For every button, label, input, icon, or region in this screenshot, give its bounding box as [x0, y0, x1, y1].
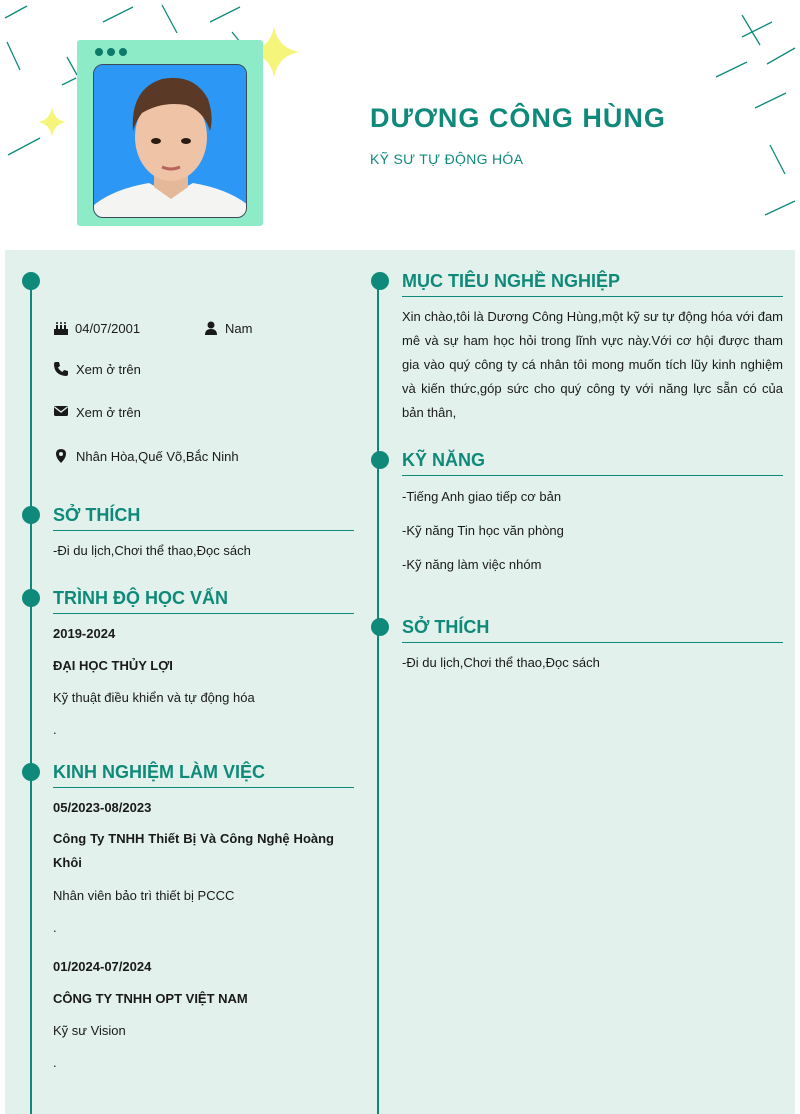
- section-divider: [53, 613, 354, 614]
- left-hobbies-heading: SỞ THÍCH: [53, 505, 141, 525]
- phone-icon: [53, 361, 69, 377]
- experience-role: Kỹ sư Vision: [53, 1023, 126, 1038]
- skill-item: -Kỹ năng Tin học văn phòng: [402, 523, 564, 538]
- experience-period: 05/2023-08/2023: [53, 800, 152, 815]
- experience-heading: KINH NGHIỆM LÀM VIỆC: [53, 762, 266, 782]
- timeline-dot: [371, 451, 389, 469]
- experience-period: 01/2024-07/2024: [53, 959, 152, 974]
- candidate-title: KỸ SƯ TỰ ĐỘNG HÓA: [370, 151, 524, 167]
- skills-heading: KỸ NĂNG: [402, 450, 486, 470]
- section-divider: [402, 475, 783, 476]
- skill-item: -Tiếng Anh giao tiếp cơ bản: [402, 489, 562, 504]
- right-hobbies-text: -Đi du lịch,Chơi thể thao,Đọc sách: [402, 655, 600, 670]
- photo-frame: [77, 40, 263, 226]
- objective-heading: MỤC TIÊU NGHỀ NGHIỆP: [402, 271, 621, 291]
- education-school: ĐẠI HỌC THỦY LỢI: [53, 658, 173, 673]
- left-hobbies-text: -Đi du lịch,Chơi thể thao,Đọc sách: [53, 543, 251, 558]
- timeline-dot: [371, 618, 389, 636]
- timeline-dot: [22, 589, 40, 607]
- education-major: Kỹ thuật điều khiển và tự động hóa: [53, 690, 255, 705]
- experience-note: .: [53, 920, 57, 935]
- education-period: 2019-2024: [53, 626, 116, 641]
- right-hobbies-heading: SỞ THÍCH: [402, 617, 490, 637]
- experience-note: .: [53, 1055, 57, 1070]
- experience-company: CÔNG TY TNHH OPT VIỆT NAM: [53, 991, 248, 1006]
- left-timeline: [30, 280, 32, 1114]
- section-divider: [402, 642, 783, 643]
- section-divider: [402, 296, 783, 297]
- timeline-dot: [22, 506, 40, 524]
- timeline-dot: [371, 272, 389, 290]
- phone: Xem ở trên: [76, 362, 141, 377]
- location-pin-icon: [53, 448, 69, 464]
- birthday-cake-icon: [53, 320, 69, 336]
- email-icon: [53, 403, 69, 419]
- birthday: 04/07/2001: [75, 321, 141, 336]
- section-divider: [53, 530, 354, 531]
- timeline-dot: [22, 763, 40, 781]
- profile-photo: [93, 64, 247, 218]
- right-timeline: [377, 280, 379, 1114]
- gender: Nam: [225, 321, 253, 336]
- education-heading: TRÌNH ĐỘ HỌC VẤN: [53, 588, 228, 608]
- skill-item: -Kỹ năng làm việc nhóm: [402, 557, 542, 572]
- section-divider: [53, 787, 354, 788]
- user-icon: [203, 320, 219, 336]
- experience-role: Nhân viên bảo trì thiết bị PCCC: [53, 888, 235, 903]
- resume-body: [5, 250, 795, 1114]
- education-note: .: [53, 722, 57, 737]
- timeline-dot: [22, 272, 40, 290]
- header: [0, 0, 800, 250]
- experience-company: Công Ty TNHH Thiết Bị Và Công Nghệ Hoàng Khôi: [53, 831, 334, 870]
- address: Nhân Hòa,Quế Võ,Bắc Ninh: [76, 449, 239, 464]
- email: Xem ở trên: [76, 405, 141, 420]
- window-dots: [95, 48, 127, 56]
- objective-text: Xin chào,tôi là Dương Công Hùng,một kỹ sư tự động hóa với đam mê và sự ham học hỏi trong lĩnh vực này.Với cơ hội được tham gia vào quý công ty cá nhân tôi mong muốn tích lũy kinh nghiệm và kiến thức,góp sức cho quý công ty với năng lực sẵn có của bản thân,: [402, 309, 783, 420]
- candidate-name: DƯƠNG CÔNG HÙNG: [370, 103, 666, 133]
